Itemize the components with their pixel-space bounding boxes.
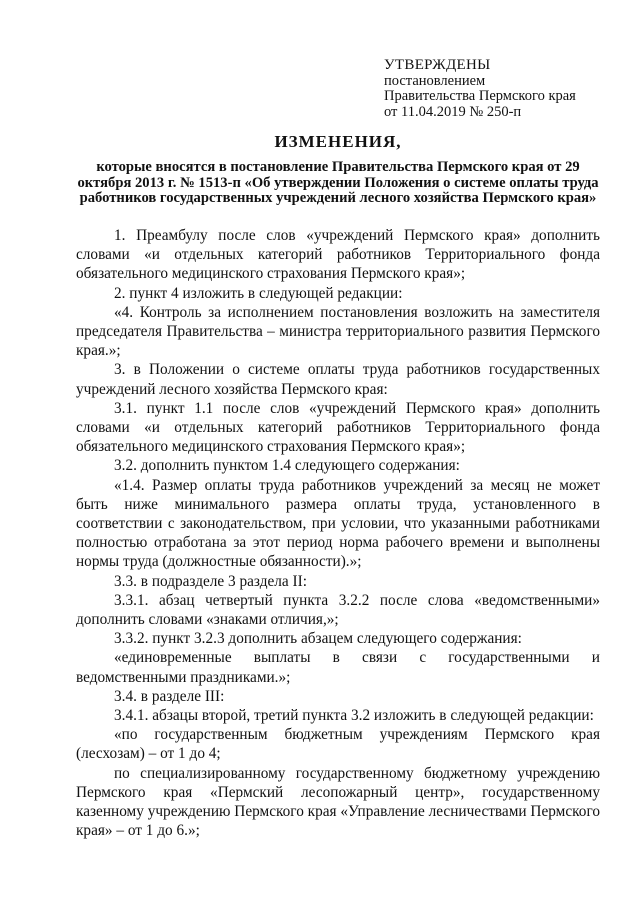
approval-heading: УТВЕРЖДЕНЫ [384,57,491,73]
paragraph: «4. Контроль за исполнением постановления возложить на заместителя председателя Правительства – министра территориального развития Пермского края.»; [76,303,600,360]
paragraph: 3.3. в подразделе 3 раздела II: [114,572,307,590]
document-subtitle: которые вносятся в постановление Правительства Пермского края от 29 октября 2013 г. № 1513-п «Об утверждении Положения о системе оплаты труда работников государственных учреждений лесного хозяйства Пермского края» [77,159,599,206]
paragraph: 2. пункт 4 изложить в следующей редакции: [114,284,403,302]
paragraph: «по государственным бюджетным учреждениям Пермского края (лесхозам) – от 1 до 4; [76,726,600,763]
paragraph: 3.4.1. абзацы второй, третий пункта 3.2 изложить в следующей редакции: [114,707,594,725]
document-title: ИЗМЕНЕНИЯ, [274,132,402,151]
paragraph: по специализированному государственному бюджетному учреждению Пермского края «Пермский лесопожарный центр», государственному казенному учреждению Пермского края «Управление лесничествами Пермского края» – от 1 до 6.»; [76,764,600,840]
document-body [76,226,600,841]
paragraph: 1. Преамбулу после слов «учреждений Пермского края» дополнить словами «и отдельных категорий работников Территориального фонда обязательного медицинского страхования Пермского края»; [76,227,600,283]
approval-date-number: от 11.04.2019 № 250-п [384,103,522,120]
paragraph: 3.3.2. пункт 3.2.3 дополнить абзацем следующего содержания: [114,630,522,648]
paragraph: 3.4. в разделе III: [114,687,225,705]
approval-stamp [384,58,624,120]
paragraph: 3.3.1. абзац четвертый пункта 3.2.2 после слова «ведомственными» дополнить словами «знаками отличия,»; [76,591,600,629]
paragraph: 3.1. пункт 1.1 после слов «учреждений Пермского края» дополнить словами «и отдельных категорий работников Территориального фонда обязательного медицинского страхования Пермского края»; [76,399,600,456]
paragraph: «единовременные выплаты в связи с государственными и ведомственными праздниками.»; [76,649,600,686]
paragraph: «1.4. Размер оплаты труда работников учреждений за месяц не может быть ниже минимального размера оплаты труда, установленного в соответствии с законодательством, при условии, что указанными работниками полностью отработана за этот период норма рабочего времени и выполнены нормы труда (должностные обязанности).»; [76,476,600,571]
approval-line: постановлением [384,72,486,89]
approval-line: Правительства Пермского края [384,88,576,104]
paragraph: 3. в Положении о системе оплаты труда работников государственных учреждений лесного хозяйства Пермского края: [76,361,600,398]
paragraph: 3.2. дополнить пунктом 1.4 следующего содержания: [114,457,460,475]
document-heading [76,132,600,207]
